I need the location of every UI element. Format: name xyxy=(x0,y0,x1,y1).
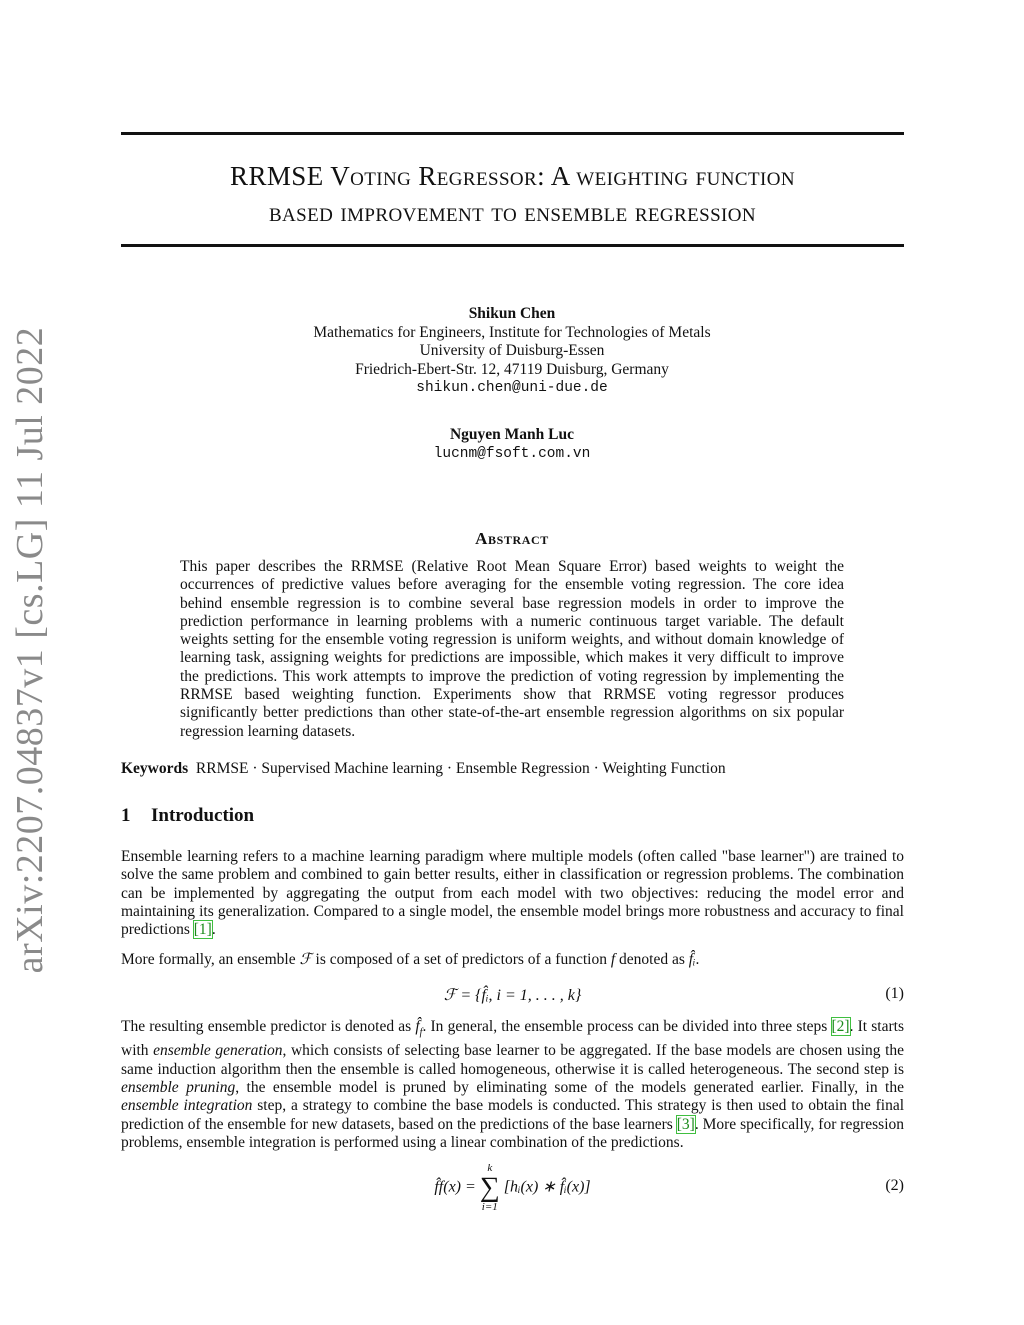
section-heading-introduction xyxy=(121,805,254,827)
math-ensemble-symbol: ℱ xyxy=(299,951,312,968)
intro-paragraph-1 xyxy=(121,848,904,939)
paragraph-text: . More specifically, for regression problems, ensemble integration is performed using a linear combination of the predictions. xyxy=(121,1115,904,1151)
author-university: University of Duisburg-Essen xyxy=(419,342,605,359)
paragraph-end: . xyxy=(211,921,216,939)
keywords-list: RRMSE · Supervised Machine learning · Ensemble Regression · Weighting Function xyxy=(195,760,726,777)
sum-upper-limit: k xyxy=(487,1162,493,1174)
paragraph-text: . In general, the ensemble process can be divided into three steps xyxy=(422,1018,832,1035)
title-line-2: based improvement to ensemble regression xyxy=(268,197,757,227)
author-address: Friedrich-Ebert-Str. 12, 47119 Duisburg, Germany xyxy=(355,360,669,378)
sum-lower-limit: i=1 xyxy=(481,1201,498,1213)
paragraph-text: The resulting ensemble predictor is denoted as xyxy=(121,1018,416,1035)
emphasis-ensemble-generation: ensemble generation xyxy=(153,1042,283,1060)
eq-lhs: ℱ xyxy=(443,987,457,1004)
paper-title xyxy=(121,158,904,230)
author-name: Shikun Chen xyxy=(468,305,556,322)
author-name: Nguyen Manh Luc xyxy=(449,426,575,443)
paragraph-text: , the ensemble model is pruned by eliminating some of the models generated earlier. Finally, in the xyxy=(235,1078,904,1096)
eq-rhs: = {f̂ᵢ, i = 1, . . . , k} xyxy=(456,987,582,1004)
paragraph-text: Ensemble learning refers to a machine learning paradigm where multiple models (often called "base learner") are trained to solve the same problem and combined to gain better results, either in classification or regression problems. The combination can be implemented by aggregating the output from each model with two objectives: reducing the model error and maintaining its generalization. Compared to a single model, the ensemble model brings more robustness and accuracy to final predictions xyxy=(121,848,904,939)
abstract-text: This paper describes the RRMSE (Relative Root Mean Square Error) based weights to weight the occurrences of predictive values before averaging for the ensemble voting regression. The core idea behind ensemble regression is to combine several base regression models in order to improve the prediction performance in learning problems with a numeric continuous target variable. The default weights setting for the ensemble voting regression is uniform weights, and without domain knowledge of learning task, assigning weights for predictions are impossible, which makes it very difficult to improve the predictions. This work attempts to improve the prediction of voting regression by implementing the RRMSE based weighting function. Experiments show that RRMSE voting regressor produces significantly better predictions than other state-of-the-art ensemble regression algorithms on six popular regression learning datasets. xyxy=(180,558,844,740)
title-rule-top xyxy=(121,132,904,135)
author-affiliation: Mathematics for Engineers, Institute for Technologies of Metals xyxy=(313,323,711,341)
paragraph-text: denoted as xyxy=(615,951,689,968)
author-block-2 xyxy=(0,426,1024,463)
arxiv-id: arXiv:2207.04837v1 [cs.LG] 11 Jul 2022 xyxy=(9,326,51,974)
emphasis-ensemble-integration: ensemble integration xyxy=(121,1097,253,1115)
author-email[interactable]: lucnm@fsoft.com.vn xyxy=(433,445,591,462)
author-block-1 xyxy=(0,305,1024,398)
paragraph-text: , which consists of selecting base learner to be aggregated. If the base models are chosen using the same induction algorithm then the ensemble is called homogeneous, otherwise it is called heterogeneous. The second step is xyxy=(121,1042,905,1078)
equation-number: (1) xyxy=(885,985,904,1002)
title-line-1: RRMSE Voting Regressor: A weighting function xyxy=(230,161,795,191)
paragraph-text: . It starts with xyxy=(121,1018,904,1060)
citation-link-2[interactable]: [2] xyxy=(831,1018,850,1035)
author-email[interactable]: shikun.chen@uni-due.de xyxy=(416,380,608,396)
title-rule-bottom xyxy=(121,244,904,247)
intro-paragraph-2 xyxy=(121,951,904,969)
equation-number: (2) xyxy=(885,1177,904,1194)
math-f: f xyxy=(610,951,616,968)
keywords-label: Keywords xyxy=(121,760,189,777)
equation-body xyxy=(121,985,904,1005)
section-title: Introduction xyxy=(151,805,255,826)
equation-body xyxy=(121,1163,904,1213)
sigma-icon: ∑ xyxy=(479,1172,500,1203)
math-f-hat-i: f̂ᵢ xyxy=(688,951,696,968)
paragraph-text: is composed of a set of predictors of a function xyxy=(311,951,611,968)
keywords-line xyxy=(121,760,726,778)
eq-lhs: f̂f(x) = xyxy=(434,1178,480,1196)
citation-link-1[interactable]: [1] xyxy=(193,921,212,939)
paragraph-text: . xyxy=(695,951,700,968)
section-number: 1 xyxy=(121,805,131,826)
paragraph-text: More formally, an ensemble xyxy=(121,951,300,968)
citation-link-3[interactable]: [3] xyxy=(676,1115,695,1133)
math-f-hat-f: $f̂_f$ xyxy=(415,1018,423,1039)
summation-symbol xyxy=(480,1163,500,1213)
equation-2 xyxy=(121,1163,904,1213)
paragraph-text: step, a strategy to combine the base models is conducted. This strategy is then used to obtain the final prediction of the ensemble for new datasets, based on the predictions of the base learners xyxy=(121,1097,904,1133)
abstract-heading: Abstract xyxy=(475,529,549,548)
intro-paragraph-3 xyxy=(121,1018,904,1152)
emphasis-ensemble-pruning: ensemble pruning xyxy=(121,1078,236,1096)
eq-rhs: [hᵢ(x) ∗ f̂ᵢ(x)] xyxy=(503,1178,591,1196)
